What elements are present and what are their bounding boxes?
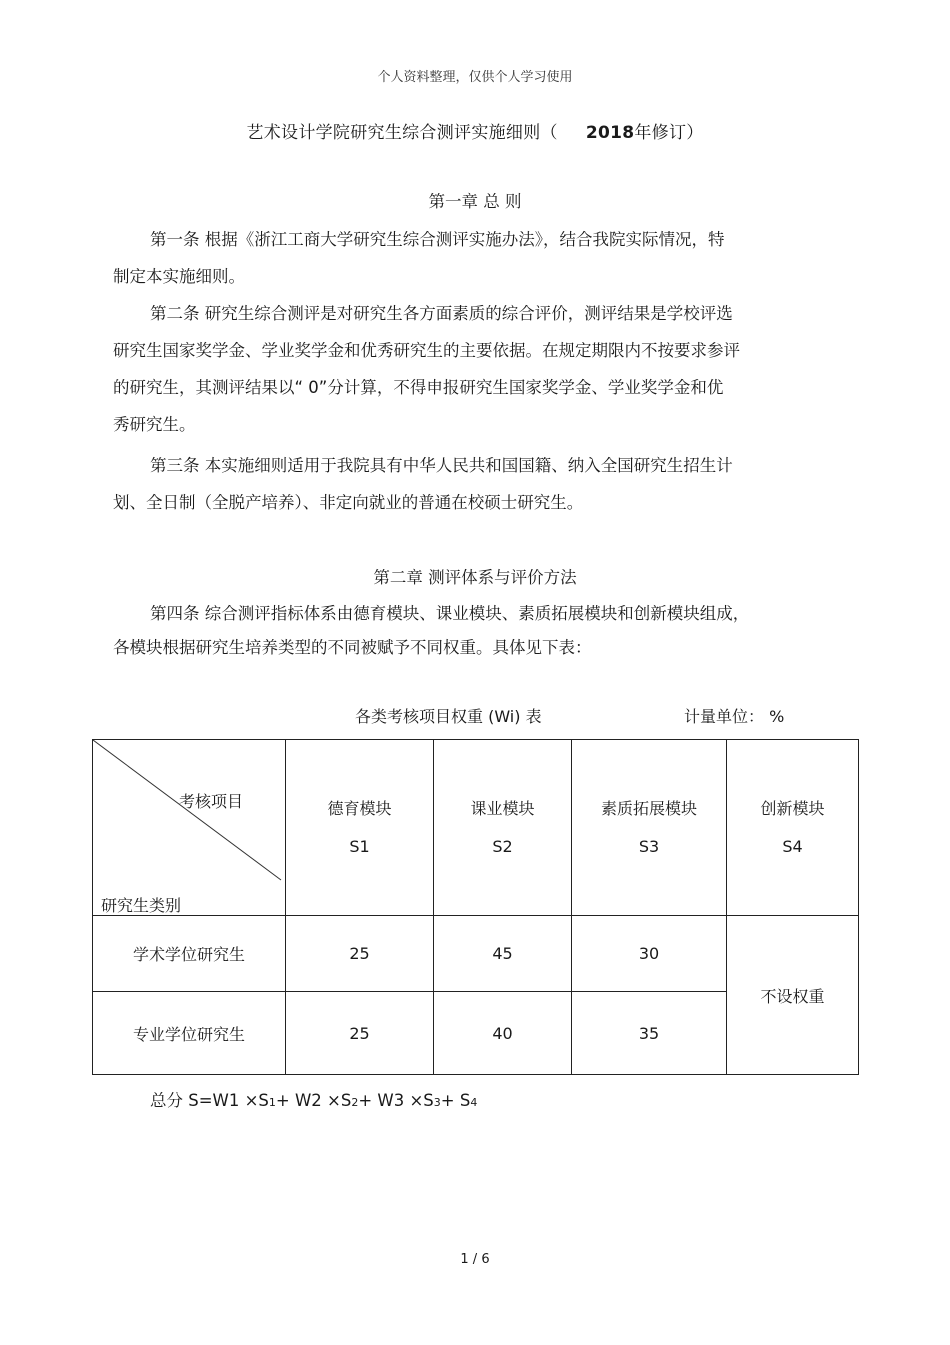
title-suffix: 年修订） [634, 123, 704, 143]
article-2-line-1: 第二条 研究生综合测评是对研究生各方面素质的综合评价，测评结果是学校评选 [150, 304, 733, 323]
column-header [434, 740, 572, 916]
corner-label-top: 考核项目 [179, 792, 244, 811]
formula-part: + W3 ×S [358, 1091, 434, 1110]
table-cell: 25 [286, 992, 434, 1075]
table-cell: 35 [572, 992, 727, 1075]
row-label: 学术学位研究生 [93, 916, 286, 992]
column-header [727, 740, 859, 916]
table-cell: 45 [434, 916, 572, 992]
table-unit: 计量单位： % [684, 707, 785, 726]
weights-table [92, 739, 859, 1075]
chapter-1-title: 第一章 总 则 [428, 192, 522, 211]
column-code: S1 [349, 836, 370, 856]
column-name: 素质拓展模块 [600, 798, 697, 818]
corner-label-bottom: 研究生类别 [101, 896, 182, 915]
article-4-line-1: 第四条 综合测评指标体系由德育模块、课业模块、素质拓展模块和创新模块组成， [150, 604, 750, 623]
table-header-row [93, 740, 859, 916]
formula-part: + W2 ×S [275, 1091, 352, 1110]
column-code: S2 [492, 836, 513, 856]
table-row [93, 916, 859, 992]
column-code: S3 [638, 836, 660, 856]
column-name: 德育模块 [327, 798, 392, 818]
article-1-line-2: 制定本实施细则。 [113, 267, 245, 286]
formula-subscript: 4 [470, 1096, 478, 1109]
document-title [0, 118, 950, 143]
article-3-line-2: 划、全日制（全脱产培养）、非定向就业的普通在校硕士研究生。 [113, 493, 584, 512]
column-header [572, 740, 727, 916]
total-score-formula [150, 1087, 477, 1111]
column-name: 创新模块 [760, 798, 825, 818]
table-caption: 各类考核项目权重 (Wi) 表 [355, 707, 542, 726]
table-cell: 30 [572, 916, 727, 992]
article-3-line-1: 第三条 本实施细则适用于我院具有中华人民共和国国籍、纳入全国研究生招生计 [150, 456, 733, 475]
title-main: 艺术设计学院研究生综合测评实施细则（ [246, 123, 558, 143]
article-4-line-2: 各模块根据研究生培养类型的不同被赋予不同权重。具体见下表： [113, 638, 592, 657]
title-year: 2018 [585, 123, 635, 143]
article-1-line-1: 第一条 根据《浙江工商大学研究生综合测评实施办法》，结合我院实际情况，特 [150, 230, 725, 249]
column-header [286, 740, 434, 916]
chapter-2-title: 第二章 测评体系与评价方法 [373, 568, 577, 587]
article-2-line-4: 秀研究生。 [113, 415, 196, 434]
formula-subscript: 1 [268, 1096, 276, 1109]
formula-subscript: 2 [351, 1096, 359, 1109]
row-label: 专业学位研究生 [93, 992, 286, 1075]
article-2-line-2: 研究生国家奖学金、学业奖学金和优秀研究生的主要依据。在规定期限内不按要求参评 [113, 341, 740, 360]
formula-subscript: 3 [433, 1096, 441, 1109]
page-number: 1 / 6 [460, 1252, 490, 1267]
formula-part: 总分 S=W1 ×S [150, 1091, 269, 1110]
column-name: 课业模块 [470, 798, 535, 818]
article-2-line-3: 的研究生，其测评结果以“ 0”分计算，不得申报研究生国家奖学金、学业奖学金和优 [113, 378, 724, 397]
merged-note-cell: 不设权重 [727, 916, 859, 1075]
diagonal-header-cell [93, 740, 286, 916]
table-cell: 25 [286, 916, 434, 992]
table-cell: 40 [434, 992, 572, 1075]
page-header-note: 个人资料整理，仅供个人学习使用 [377, 70, 573, 85]
diagonal-line [93, 740, 286, 916]
column-code: S4 [782, 836, 803, 856]
formula-part: + S [440, 1091, 471, 1110]
